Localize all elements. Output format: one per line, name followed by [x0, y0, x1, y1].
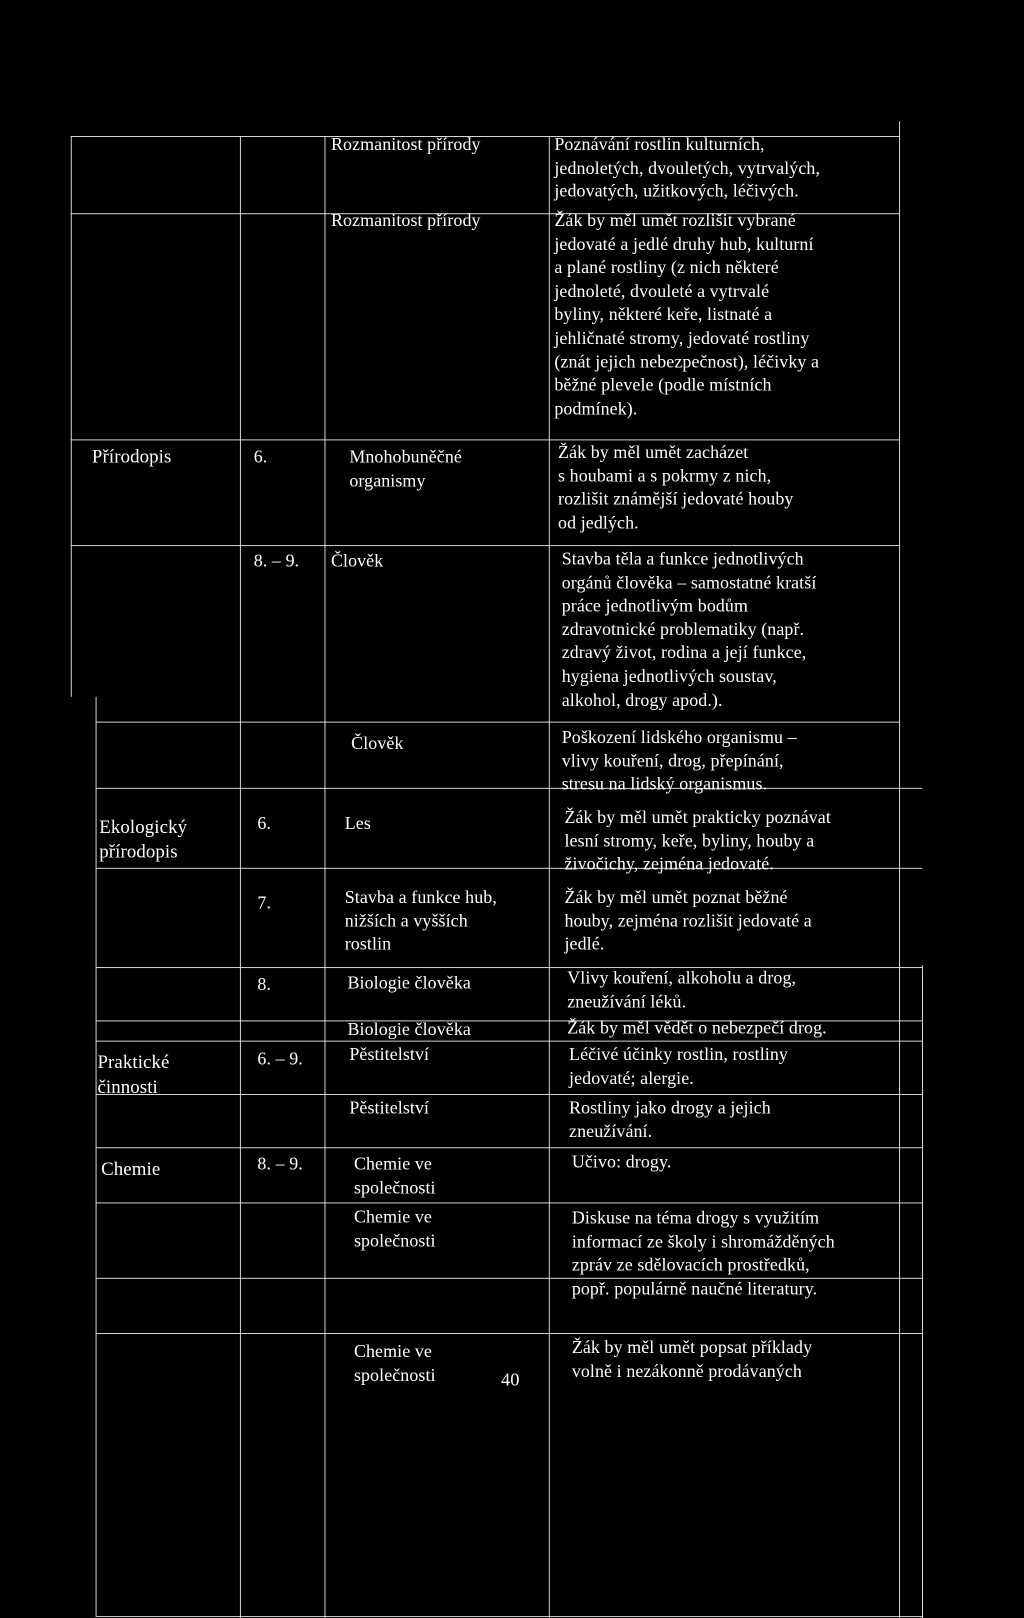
topic-cell: Biologie člověka [347, 973, 471, 993]
content-cell: Učivo: drogy. [571, 1152, 672, 1173]
content-cell: Stavba těla a funkce jednotlivých orgánů člověka – samostatné kratší práce jednotlivým bodům zdravotnické problematiky (např. zdravý život, rodina a její funkce, hygiena jednotlivých soustav, alkohol, drogy apod.). [561, 549, 817, 711]
grade-cell: 6. [257, 814, 272, 834]
topic-cell: Stavba a funkce hub, nižších a vyšších rostlin [344, 888, 497, 955]
grade-cell: 8. [257, 975, 272, 995]
content-cell: Vlivy kouření, alkoholu a drog, zneužívání léků. [567, 968, 797, 1012]
grade-cell: 8. – 9. [257, 1154, 303, 1174]
topic-cell: Chemie ve společnosti [353, 1207, 436, 1251]
topic-cell: Mnohobuněčné organismy [349, 447, 462, 491]
topic-cell: Les [344, 814, 371, 834]
topic-cell: Pěstitelství [349, 1045, 430, 1065]
content-cell: Žák by měl vědět o nebezpečí drog. [567, 1018, 827, 1038]
content-cell: Léčivé účinky rostlin, rostliny jedovaté; alergie. [569, 1045, 788, 1089]
subject-cell: Ekologický přírodopis [99, 817, 188, 863]
content-cell: Rostliny jako drogy a jejich zneužívání. [569, 1098, 771, 1142]
subject-cell: Přírodopis [91, 446, 172, 468]
page-number: 40 [501, 1369, 520, 1391]
subject-cell: Praktické činnosti [97, 1052, 170, 1098]
content-cell: Poznávání rostlin kulturních, jednoletých, dvouletých, vytrvalých, jedovatých, užitkových, léčivých. [554, 135, 821, 202]
topic-cell: Chemie ve společnosti [353, 1154, 436, 1198]
content-cell: Žák by měl umět poznat běžné houby, zejména rozlišit jedovaté a jedlé. [564, 888, 812, 955]
content-cell: Žák by měl umět popsat příklady volně i nezákonně prodávaných [571, 1338, 813, 1382]
content-cell: Poškození lidského organismu – vlivy kouření, drog, přepínání, stresu na lidský organismus. [561, 728, 797, 795]
content-cell: Diskuse na téma drogy s využitím informací ze školy i shromážděných zpráv ze sdělovacích prostředků, popř. populárně naučné literatury. [571, 1208, 835, 1299]
grade-cell: 7. [257, 893, 272, 913]
topic-cell: Člověk [330, 551, 384, 571]
topic-cell: Rozmanitost přírody [330, 211, 481, 231]
content-cell: Žák by měl umět zacházet s houbami a s pokrmy z nich, rozlišit známější jedovaté houby od jedlých. [558, 443, 794, 534]
topic-cell: Člověk [351, 734, 404, 754]
grade-cell: 6. – 9. [257, 1049, 303, 1070]
topic-cell: Rozmanitost přírody [330, 135, 481, 155]
topic-cell: Chemie ve společnosti [353, 1342, 436, 1386]
grade-cell: 6. [253, 447, 268, 468]
grade-cell: 8. – 9. [253, 551, 300, 571]
content-cell: Žák by měl umět prakticky poznávat lesní stromy, keře, byliny, houby a živočichy, zejména jedovaté. [564, 808, 831, 875]
topic-cell: Biologie člověka [347, 1020, 471, 1040]
content-cell: Žák by měl umět rozlišit vybrané jedovaté a jedlé druhy hub, kulturní a plané rostliny (z nich některé jednoleté, dvouleté a vytrvalé byliny, některé keře, listnaté a jehličnaté stromy, jedovaté rostliny (znát jejich nebezpečnost), léčivky a běžné plevele (podle místních podmínek). [554, 211, 820, 419]
topic-cell: Pěstitelství [349, 1098, 430, 1118]
subject-cell: Chemie [101, 1159, 161, 1180]
